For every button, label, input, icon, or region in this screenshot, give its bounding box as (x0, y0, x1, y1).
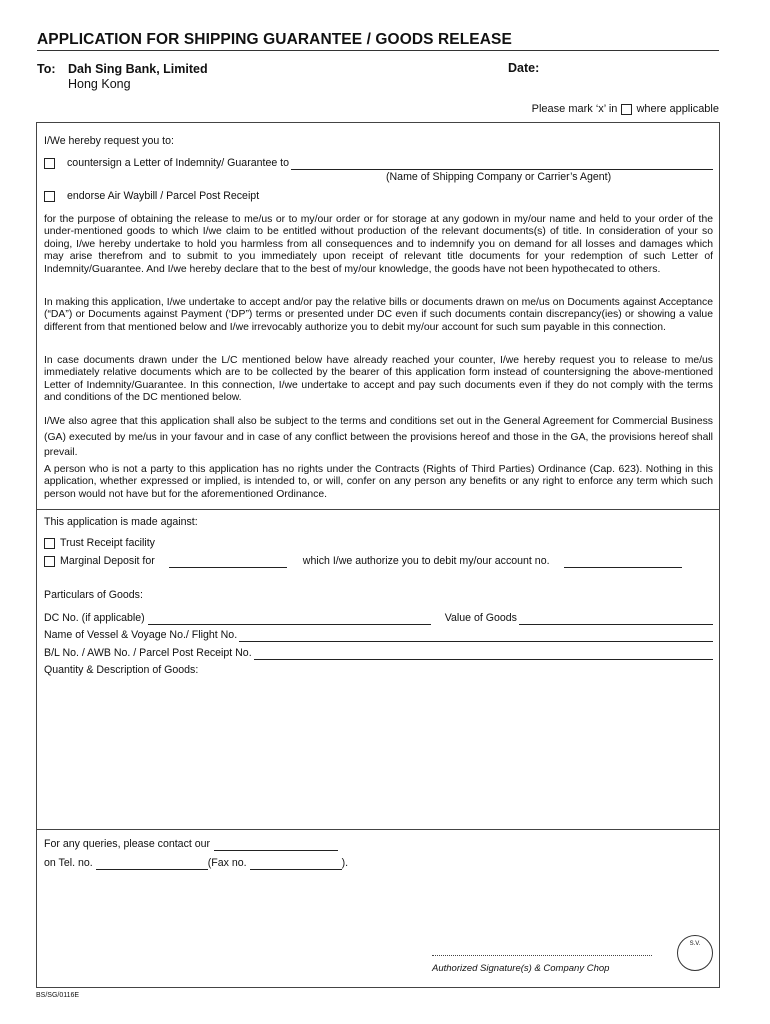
trust-receipt-row (44, 537, 155, 550)
goods-heading: Particulars of Goods: (44, 589, 143, 601)
bl-no-field[interactable] (254, 648, 713, 660)
trust-receipt-checkbox[interactable] (44, 538, 55, 549)
signature-line[interactable] (432, 955, 652, 956)
paragraph-release-documents: In case documents drawn under the L/C mentioned below have already reached your counter, I/we hereby request you to release to me/us immediately relative documents which are to be collected by the bearer of this application form instead of countersigning the above-mentioned Letter of Indemnity/Guarantee. In this connection, I/we undertake to accept and pay such documents even if they do not comply with the terms and conditions of the DC mentioned below. (44, 355, 713, 404)
sample-checkbox-icon (621, 104, 632, 115)
date-label: Date: (508, 61, 540, 75)
form-code: BS/SG/0116E (36, 992, 80, 999)
request-intro: I/We hereby request you to: (44, 135, 174, 147)
contact-name-field[interactable] (214, 840, 338, 851)
marginal-deposit-row (44, 555, 713, 568)
value-of-goods-field[interactable] (519, 613, 713, 625)
signature-label: Authorized Signature(s) & Company Chop (432, 963, 610, 974)
trust-receipt-label: Trust Receipt facility (60, 537, 155, 549)
paragraph-general-agreement: I/We also agree that this application shall also be subject to the terms and conditions set out in the General Agreement for Commercial Business (GA) executed by me/us in your favour and in case of any conflict between the provisions hereof and those in the GA, the provisions hereof shall prevail. (44, 416, 713, 459)
paragraph-purpose: for the purpose of obtaining the release to me/us or to my/our order or for storage at any godown in my/our name and held to your order of the under-mentioned goods to which I/we claim to be entitled without production of the relevant documents(s) of title. In consideration of your so doing, I/we hereby undertake to hold you harmless from all consequences and to indemnify you on demand for all losses and damages which may arise therefrom and to submit to you immediately upon receipt of relevant title documents for your redemption of such Letter of Indemnity/Guarantee. And I/we hereby declare that to the best of my/our knowledge, the goods have not been hypothecated to others. (44, 214, 713, 275)
fax-close: ). (341, 857, 349, 869)
mark-note-suffix: where applicable (636, 103, 719, 115)
section-divider (36, 509, 720, 510)
option-endorse-label: endorse Air Waybill / Parcel Post Receipt (67, 190, 260, 202)
mark-note-prefix: Please mark ‘x’ in (531, 103, 618, 115)
tel-field[interactable] (96, 859, 208, 870)
shipping-company-caption: (Name of Shipping Company or Carrier’s Agent) (386, 171, 612, 183)
quantity-label: Quantity & Description of Goods: (44, 664, 199, 676)
debit-account-field[interactable] (564, 557, 682, 568)
marginal-deposit-amount-field[interactable] (169, 557, 287, 568)
bl-row (44, 647, 713, 660)
debit-account-label: which I/we authorize you to debit my/our account no. (302, 555, 550, 567)
title-divider (37, 50, 719, 51)
vessel-label: Name of Vessel & Voyage No./ Flight No. (44, 629, 238, 641)
sv-stamp-circle: S.V. (677, 935, 713, 971)
tel-fax-row (44, 857, 348, 870)
fax-field[interactable] (250, 859, 342, 870)
bank-name: Dah Sing Bank, Limited (68, 62, 208, 76)
paragraph-third-parties: A person who is not a party to this application has no rights under the Contracts (Rights of Third Parties) Ordinance (Cap. 623). Nothing in this application, whether expressed or implied, is intended to, or will, confer on any person any benefits or any right to enforce any term which such person would not have but for the aforementioned Ordinance. (44, 464, 713, 500)
endorse-checkbox[interactable] (44, 191, 55, 202)
dc-no-label: DC No. (if applicable) (44, 612, 145, 624)
dc-no-field[interactable] (148, 614, 431, 625)
vessel-row (44, 629, 713, 642)
form-title: APPLICATION FOR SHIPPING GUARANTEE / GOODS RELEASE (37, 31, 512, 48)
mark-instruction (532, 103, 719, 115)
countersign-checkbox[interactable] (44, 158, 55, 169)
option-endorse-row (44, 190, 259, 203)
shipping-company-field[interactable] (291, 158, 713, 170)
marginal-deposit-checkbox[interactable] (44, 556, 55, 567)
section-divider (36, 829, 720, 830)
option-countersign-label: countersign a Letter of Indemnity/ Guarantee to (67, 157, 290, 169)
to-label: To: (37, 62, 56, 76)
dc-value-row (44, 612, 713, 625)
value-of-goods-label: Value of Goods (444, 612, 517, 624)
bl-no-label: B/L No. / AWB No. / Parcel Post Receipt No. (44, 647, 252, 659)
contact-row (44, 838, 338, 851)
fax-label: (Fax no. (207, 857, 247, 869)
option-countersign-row (44, 157, 713, 170)
bank-city: Hong Kong (68, 77, 131, 91)
vessel-field[interactable] (239, 630, 713, 642)
marginal-deposit-label: Marginal Deposit for (60, 555, 155, 567)
against-heading: This application is made against: (44, 516, 198, 528)
quantity-description-area[interactable] (44, 680, 713, 820)
paragraph-undertaking: In making this application, I/we undertake to accept and/or pay the relative bills or documents drawn on me/us on Documents against Acceptance (“DA”) or Documents against Payment (‘DP”) terms or presented under DC even if such documents contain discrepancy(ies) or showing a value different from that mentioned below and I/we irrevocably authorize you to debit my/our account for such sum payable in this connection. (44, 297, 713, 333)
tel-label: on Tel. no. (44, 857, 93, 869)
contact-label: For any queries, please contact our (44, 838, 211, 850)
